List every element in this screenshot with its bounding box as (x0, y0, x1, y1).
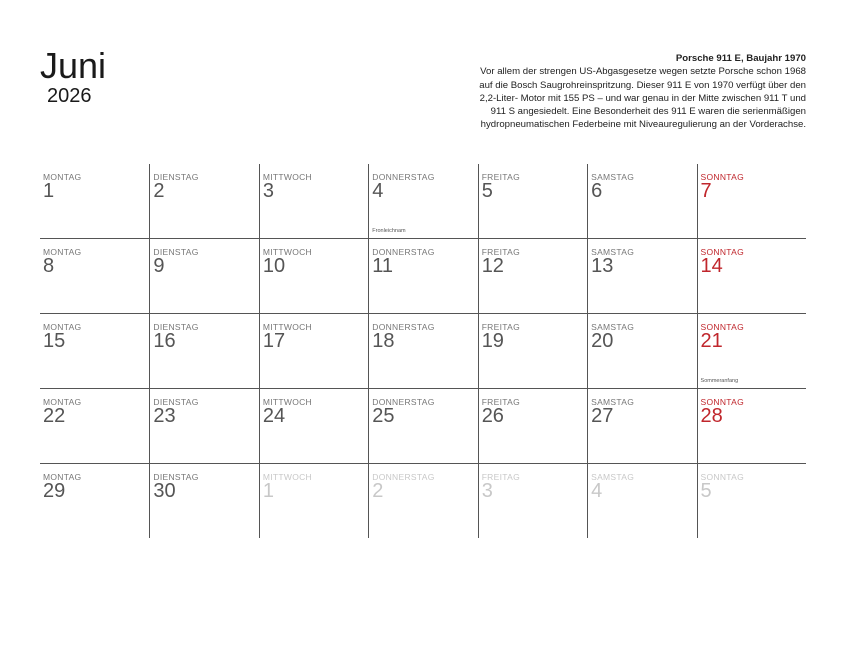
day-number: 2 (372, 480, 384, 502)
day-number: 3 (262, 180, 274, 202)
day-number: 6 (591, 180, 603, 202)
day-number: 17 (262, 330, 286, 352)
calendar-day-cell (697, 389, 806, 463)
weekday-label: FREITAG (481, 247, 520, 257)
day-number: 1 (262, 480, 274, 502)
day-number: 20 (591, 330, 614, 352)
calendar-day-cell (478, 164, 587, 238)
day-number: 29 (43, 480, 66, 502)
weekday-label: SAMSTAG (591, 472, 635, 482)
calendar-day-cell (478, 389, 587, 463)
calendar-day-cell (259, 464, 368, 538)
calendar-day-cell (697, 239, 806, 313)
weekday-label: SONNTAG (700, 247, 745, 257)
caption-line: auf die Bosch Saugrohreinspritzung. Dieser 911 E von 1970 verfügt über den (479, 79, 806, 91)
calendar-day-cell (368, 164, 477, 238)
calendar-day-cell (40, 239, 149, 313)
calendar-day-cell (478, 239, 587, 313)
day-number: 13 (591, 255, 614, 277)
holiday-label: Fronleichnam (372, 228, 406, 234)
weekday-label: MONTAG (43, 172, 82, 182)
calendar-day-cell (368, 314, 477, 388)
weekday-label: SAMSTAG (591, 172, 635, 182)
weekday-label: FREITAG (481, 397, 520, 407)
day-number: 30 (153, 480, 176, 502)
year-title: 2026 (47, 85, 92, 107)
weekday-label: FREITAG (481, 172, 520, 182)
day-number: 4 (372, 180, 384, 202)
caption-title: Porsche 911 E, Baujahr 1970 (675, 53, 806, 64)
weekday-label: MONTAG (43, 472, 82, 482)
weekday-label: DIENSTAG (153, 472, 199, 482)
weekday-label: DIENSTAG (153, 247, 199, 257)
calendar-week-row (40, 239, 806, 314)
calendar-day-cell (40, 164, 149, 238)
day-number: 14 (700, 255, 723, 277)
day-number: 25 (372, 405, 395, 427)
calendar-day-cell (697, 164, 806, 238)
day-number: 24 (262, 405, 286, 427)
weekday-label: SONNTAG (700, 397, 745, 407)
day-number: 5 (481, 180, 493, 202)
calendar-day-cell (587, 464, 696, 538)
calendar-day-cell (478, 464, 587, 538)
day-number: 8 (43, 255, 55, 277)
calendar-grid (40, 164, 806, 538)
calendar-day-cell (368, 464, 477, 538)
calendar-day-cell (259, 239, 368, 313)
weekday-label: SAMSTAG (591, 322, 635, 332)
calendar-day-cell (149, 389, 258, 463)
calendar-day-cell (368, 239, 477, 313)
day-number: 7 (700, 180, 712, 202)
calendar-day-cell (587, 389, 696, 463)
weekday-label: SONNTAG (700, 172, 745, 182)
day-number: 4 (591, 480, 603, 502)
calendar-day-cell (368, 389, 477, 463)
day-number: 12 (481, 255, 504, 277)
day-number: 15 (43, 330, 66, 352)
weekday-label: FREITAG (481, 322, 520, 332)
day-number: 27 (591, 405, 614, 427)
calendar-day-cell (149, 314, 258, 388)
caption-line: hydropneumatischen Federbeine mit Niveauregulierung an der Vorderachse. (480, 119, 806, 131)
calendar-day-cell (259, 314, 368, 388)
weekday-label: SONNTAG (700, 472, 745, 482)
caption-line: 2,2-Liter- Motor mit 155 PS – und war genau in der Mitte zwischen 911 T und (479, 92, 806, 104)
day-number: 19 (481, 330, 504, 352)
caption-line: Vor allem der strengen US-Abgasgesetze wegen setzte Porsche schon 1968 (480, 66, 806, 78)
calendar-day-cell (149, 239, 258, 313)
weekday-label: DONNERSTAG (372, 172, 435, 182)
weekday-label: SAMSTAG (591, 247, 635, 257)
calendar-day-cell (40, 464, 149, 538)
calendar-day-cell (587, 239, 696, 313)
day-number: 1 (43, 180, 55, 202)
day-number: 18 (372, 330, 395, 352)
day-number: 9 (153, 255, 165, 277)
weekday-label: MITTWOCH (262, 397, 312, 407)
calendar-day-cell (40, 389, 149, 463)
photo-caption (376, 52, 806, 132)
calendar-week-row (40, 164, 806, 239)
weekday-label: DIENSTAG (153, 397, 199, 407)
day-number: 26 (481, 405, 504, 427)
calendar-day-cell (587, 314, 696, 388)
weekday-label: MONTAG (43, 247, 82, 257)
weekday-label: DONNERSTAG (372, 322, 435, 332)
calendar-week-row (40, 464, 806, 538)
calendar-day-cell (259, 389, 368, 463)
day-number: 22 (43, 405, 66, 427)
day-number: 5 (700, 480, 712, 502)
day-number: 10 (262, 255, 286, 277)
calendar-day-cell (587, 164, 696, 238)
day-number: 28 (700, 405, 723, 427)
weekday-label: FREITAG (481, 472, 520, 482)
day-number: 23 (153, 405, 176, 427)
day-number: 21 (700, 330, 723, 352)
calendar-day-cell (478, 314, 587, 388)
weekday-label: MITTWOCH (262, 322, 312, 332)
calendar-week-row (40, 389, 806, 464)
weekday-label: DIENSTAG (153, 172, 199, 182)
calendar-day-cell (697, 314, 806, 388)
caption-line: 911 S angesiedelt. Eine Besonderheit des 911 E waren die serienmäßigen (490, 106, 806, 118)
weekday-label: DONNERSTAG (372, 397, 435, 407)
holiday-label: Sommeranfang (700, 378, 739, 384)
weekday-label: MONTAG (43, 397, 82, 407)
weekday-label: SONNTAG (700, 322, 745, 332)
month-title: Juni (40, 45, 107, 86)
weekday-label: SAMSTAG (591, 397, 635, 407)
day-number: 16 (153, 330, 176, 352)
calendar-day-cell (149, 464, 258, 538)
weekday-label: MITTWOCH (262, 172, 312, 182)
calendar-week-row (40, 314, 806, 389)
calendar-day-cell (259, 164, 368, 238)
calendar-day-cell (697, 464, 806, 538)
weekday-label: MITTWOCH (262, 247, 312, 257)
weekday-label: DONNERSTAG (372, 472, 435, 482)
calendar-day-cell (40, 314, 149, 388)
weekday-label: MONTAG (43, 322, 82, 332)
day-number: 2 (153, 180, 165, 202)
calendar-day-cell (149, 164, 258, 238)
weekday-label: DONNERSTAG (372, 247, 435, 257)
weekday-label: DIENSTAG (153, 322, 199, 332)
weekday-label: MITTWOCH (262, 472, 312, 482)
day-number: 11 (372, 255, 394, 277)
day-number: 3 (481, 480, 493, 502)
